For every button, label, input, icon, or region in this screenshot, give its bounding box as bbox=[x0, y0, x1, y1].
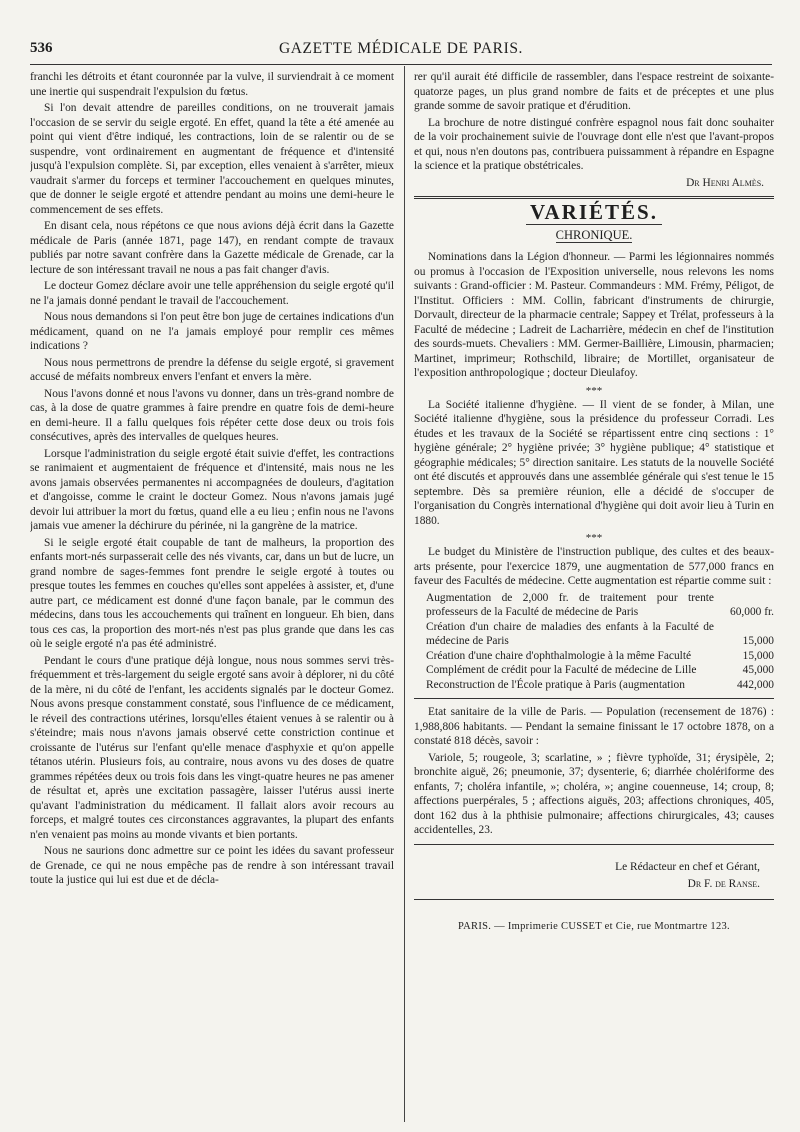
paragraph: rer qu'il aurait été difficile de rassembler, dans l'espace restreint de soixante-quatorze pages, un plus grand nombre de faits et de préceptes et une plus grande somme de savoir pratique et d'érudition. bbox=[414, 71, 774, 112]
paragraph: Nous nous demandons si l'on peut être bon juge de certaines indications d'un médicament, quand on ne l'a jamais employé pour remplir ces mêmes indications ? bbox=[30, 311, 394, 352]
separator-stars: *** bbox=[585, 532, 603, 544]
divider bbox=[414, 899, 774, 900]
budget-item-amount: 15,000 bbox=[742, 635, 774, 647]
printer-imprint: PARIS. — Imprimerie CUSSET et Cie, rue Montmartre 123. bbox=[458, 920, 730, 932]
section-rule bbox=[414, 196, 774, 199]
paragraph: En disant cela, nous répétons ce que nous avions déjà écrit dans la Gazette médicale de Paris (année 1871, page 147), en rendant compte de travaux publiés par notre savant confrère dans la Gazette médicale de Grenade, car la lecture de son intéressant travail ne nous a pas fait changer d'avis. bbox=[30, 220, 394, 276]
paragraph: Lorsque l'administration du seigle ergoté était suivie d'effet, les contractions se ranimaient et augmentaient de fréquence et d'intensité, mais nous ne les avons jamais observées permanentes ni accompagnées de douleurs, d'agitation et d'angoisse, comme le craint le docteur Gomez. Nous n'avons jamais jugé devoir lui attribuer la mort du fœtus, quand elle a eu lieu ; enfin nous ne l'avons jamais vue amener la déchirure du périnée, ni la gangrène de la matrice. bbox=[30, 447, 394, 532]
subsection-title bbox=[414, 228, 774, 243]
paragraph: Nous nous permettrons de prendre la défense du seigle ergoté, si gravement accusé de méfaits nombreux envers l'enfant et envers la mère. bbox=[30, 356, 394, 383]
nominations-paragraph: Nominations dans la Légion d'honneur. — Parmi les légionnaires nommés ou promus à l'occasion de l'Exposition universelle, nous relevons les noms suivants : Grand-officier : M. Pasteur. Commandeurs : MM. Frémy, Péligot, de l'Institut. Officiers : MM. Collin, fabricant d'instruments de chirurgie, Dorvault, directeur de la pharmacie centrale; Sappey et Trélat, professeurs à la Faculté de médecine ; Ladreit de Lacharrière, médecin en chef de l'institution des sourds-muets. Chevaliers : MM. Germer-Baillière, Limousin, pharmacien; Martinet, imprimeur; Rothschild, libraire; de Mortillet, organisateur de l'exposition anthropologique ; docteur Dieulafoy. bbox=[414, 251, 774, 379]
budget-table bbox=[414, 591, 774, 693]
paragraph: La brochure de notre distingué confrère espagnol nous fait donc souhaiter de la voir prochainement suivie de l'ouvrage dont elle n'est que l'avant-propos et qui, nous n'en doutons pas, contribuera puissamment à répandre en Espagne la science et la pratique obstétricales. bbox=[414, 116, 774, 172]
budget-row bbox=[414, 620, 774, 649]
column-divider bbox=[404, 66, 405, 1122]
societe-paragraph: La Société italienne d'hygiène. — Il vient de se fonder, à Milan, une Société italienne d'hygiène, sous la présidence du professeur Corradi. Les études et les travaux de la Société se répartissent entre cinq sections : 1° hygiène générale; 2° hygiène privée; 3° hygiène publique; 4° statistique et géographie médicales; 5° direction sanitaire. Les statuts de la nouvelle Société ont été discutés et approuvés dans une assemblée générale qui s'est tenue le 15 septembre. Dès sa première réunion, elle a décidé de s'occuper de l'organisation du Congrès international d'hygiène qui doit avoir lieu à Turin en 1880. bbox=[414, 398, 774, 527]
page-number: 536 bbox=[30, 40, 53, 56]
closing-name: Dr F. de Ranse. bbox=[687, 877, 760, 890]
paragraph: Si l'on devait attendre de pareilles conditions, on ne trouverait jamais l'occasion de se servir du seigle ergoté. En effet, quand la tête a été amenée au point qui vient d'être indiqué, les contractions, loin de se ralentir ou de se suspendre, vont ordinairement en augmentant de fréquence et d'intensité jusqu'à l'expulsion complète. Si, par exception, elles venaient à s'arrêter, mieux vaudrait s'armer du forceps et terminer l'accouchement en quelques minutes, que de donner le seigle ergoté et attendre pendant au moins une demi-heure le commencement de ses effets. bbox=[30, 102, 394, 216]
left-column bbox=[30, 70, 394, 1120]
divider bbox=[414, 698, 774, 699]
right-column bbox=[414, 70, 774, 1120]
closing-title: Le Rédacteur en chef et Gérant, bbox=[615, 860, 760, 873]
paragraph: Nous ne saurions donc admettre sur ce point les idées du savant professeur de Grenade, ce qui ne nous empêche pas de rendre à son intéressant travail toute la justice qui lui est due et de décla- bbox=[30, 845, 394, 886]
budget-item-amount: 60,000 fr. bbox=[730, 606, 774, 618]
header-rule bbox=[30, 64, 772, 65]
etat-sanitaire-intro: Etat sanitaire de la ville de Paris. — Population (recensement de 1876) : 1,988,806 habitants. — Pendant la semaine finissant le 17 octobre 1878, on a constaté 818 décès, savoir : bbox=[414, 706, 774, 747]
journal-title: GAZETTE MÉDICALE DE PARIS. bbox=[278, 40, 524, 57]
subsection-title-text: CHRONIQUE. bbox=[555, 227, 633, 242]
budget-row bbox=[414, 649, 774, 664]
page-header bbox=[30, 40, 772, 62]
closing-block bbox=[414, 859, 760, 893]
paragraph: Nous l'avons donné et nous l'avons vu donner, dans un très-grand nombre de cas, à la dose de quatre grammes à faire prendre en quatre fois de demi-heure en demi-heure. Il a fallu quelques fois répéter cette dose deux ou trois fois consécutives, après des intervalles de quelques heures. bbox=[30, 387, 394, 443]
budget-item-amount: 442,000 bbox=[736, 678, 774, 691]
budget-row bbox=[414, 678, 774, 693]
budget-item-label: Création d'un chaire de maladies des enfants à la Faculté de médecine de Paris bbox=[426, 620, 714, 647]
budget-row bbox=[414, 591, 774, 620]
divider bbox=[414, 844, 774, 845]
budget-item-amount: 45,000 bbox=[742, 664, 774, 676]
budget-item-amount: 15,000 bbox=[742, 649, 774, 662]
etat-sanitaire-details: Variole, 5; rougeole, 3; scarlatine, » ; fièvre typhoïde, 31; érysipèle, 2; bronchite aiguë, 26; pneumonie, 37; dysenterie, 6; diarrhée cholériforme des enfants, 7; choléra infantile, »; choléra, »; angine couenneuse, 14; croup, 8; affections puerpérales, 5 ; affections aiguës, 203; affections chroniques, 405, dont 162 dus à la phthisie pulmonaire; affections chirurgicales, 43; causes accidentelles, 23. bbox=[414, 751, 774, 836]
section-title-text: VARIÉTÉS. bbox=[526, 200, 662, 225]
paragraph: Si le seigle ergoté était coupable de tant de malheurs, la proportion des enfants mort-nés surpasserait celle des nés vivants, car, dans un but de lucre, un grand nombre de sages-femmes font prendre le seigle ergoté à toutes ou presque toutes les femmes en couches qu'elles sont appelées à assister, et, d'une autre part, ce médicament est donné d'une façon banale, par le commun des médecins, dans tous les accouchements qui traînent en longueur. Eh bien, dans tous ces cas, la proportion des mort-nés n'est pas plus grande que dans les cas où le seigle ergoté n'a pas été administré. bbox=[30, 536, 394, 650]
budget-item-label: Complément de crédit pour la Faculté de médecine de Lille bbox=[426, 664, 697, 676]
budget-item-label: Augmentation de 2,000 fr. de traitement pour trente professeurs de la Faculté de médecine de Paris bbox=[426, 591, 714, 618]
budget-row bbox=[414, 663, 774, 678]
paragraph: Pendant le cours d'une pratique déjà longue, nous nous sommes servi très-fréquemment et très-largement du seigle ergoté sans avoir à déplorer, ni du côté de la mère, ni du côté de l'enfant, les accidents signalés par le docteur Gomez. Nous avons presque constamment constaté, sous l'influence de ce médicament, le réveil des contractions utérines, lorsqu'elles étaient venues à se ralentir ou à s'éteindre; mais nous n'avons jamais observé cette constriction continue et croissante de l'utérus sur l'enfant qu'elle menace d'asphyxie et qu'on appelle tétanos utérin. Plusieurs fois, au contraire, nous avons vu des doses de quatre grammes répétées deux ou trois fois dans les vingt-quatre heures ne pas amener de résultat et, après une excitation passagère, laisser l'utérus aussi inerte qu'avant l'administration du médicament. Il fallait alors avoir recours au forceps, et malgré toutes ces circonstances aggravantes, la plupart des enfants n'en venaient pas moins au monde vivants et bien portants. bbox=[30, 654, 394, 841]
section-title bbox=[414, 200, 774, 224]
paragraph: Le docteur Gomez déclare avoir une telle appréhension du seigle ergoté qu'il ne l'a jamais donné pendant le travail de l'accouchement. bbox=[30, 280, 394, 307]
budget-item-label: Reconstruction de l'École pratique à Paris (augmentation bbox=[426, 678, 685, 691]
budget-item-label: Création d'une chaire d'ophthalmologie à la même Faculté bbox=[426, 649, 692, 662]
separator-stars: *** bbox=[585, 384, 603, 397]
budget-intro: Le budget du Ministère de l'instruction publique, des cultes et des beaux-arts présente, pour l'exercice 1879, une augmentation de 577,000 francs en faveur des Facultés de médecine. Cette augmentation est répartie comme suit : bbox=[414, 546, 774, 587]
author-signature: Dr Henri Almès. bbox=[686, 176, 764, 189]
paragraph: franchi les détroits et étant couronnée par la vulve, il surviendrait à ce moment une inertie qui suspendrait l'expulsion du fœtus. bbox=[30, 71, 394, 98]
